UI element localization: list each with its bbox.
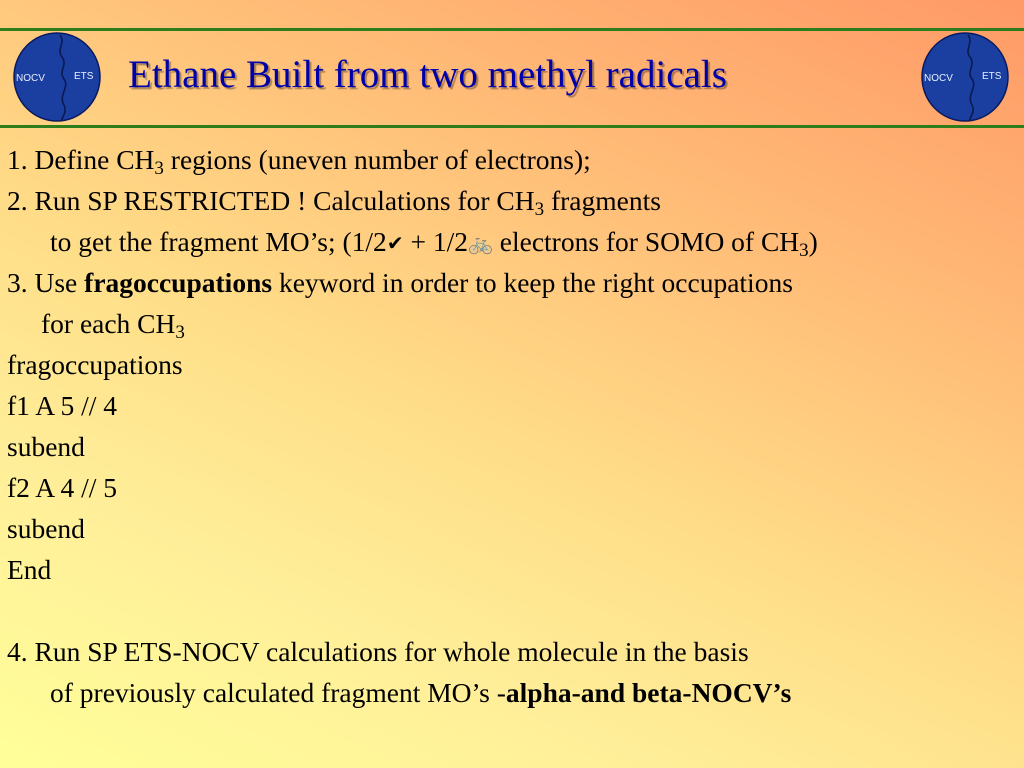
nocv-ets-logo-right (920, 31, 1010, 123)
step-1-line: 1. Define $CH_3$ regions (uneven number of electrons); (7, 144, 591, 179)
nocv-ets-logo-left (12, 31, 102, 123)
slide-body (7, 144, 1022, 718)
code-line: f2 A 4 // 5 (7, 472, 118, 503)
step-2-continuation: to get the fragment MO’s; (1/2✔ + 1/2🚲 electrons for SOMO of $CH_3$) (50, 226, 818, 261)
step-2-line: 2. Run SP RESTRICTED ! Calculations for $CH_3$ fragments (7, 185, 661, 220)
svg-text:NOCV: NOCV (924, 73, 953, 84)
header-bottom-divider (0, 125, 1024, 128)
code-line: End (7, 554, 52, 585)
header-top-divider (0, 28, 1024, 31)
step-3-line: 3. Use fragoccupations keyword in order to keep the right occupations (7, 267, 793, 298)
svg-text:NOCV: NOCV (16, 73, 45, 84)
blank-line (7, 595, 1022, 636)
code-line: fragoccupations (7, 349, 183, 380)
code-line: f1 A 5 // 4 (7, 390, 118, 421)
slide-title: Ethane Built from two methyl radicals (128, 53, 727, 96)
step-3-continuation: for each $CH_3$ (41, 308, 185, 343)
step-4-line: 4. Run SP ETS-NOCV calculations for whole molecule in the basis (7, 636, 749, 667)
step-4-continuation: of previously calculated fragment MO’s -alpha-and beta-NOCV’s (50, 677, 792, 708)
check-mark-icon: ✔ (386, 231, 404, 255)
code-line: subend (7, 431, 85, 462)
svg-text:ETS: ETS (74, 71, 94, 82)
code-line: subend (7, 513, 85, 544)
bicycle-icon: 🚲 (467, 231, 493, 255)
svg-text:ETS: ETS (982, 71, 1002, 82)
